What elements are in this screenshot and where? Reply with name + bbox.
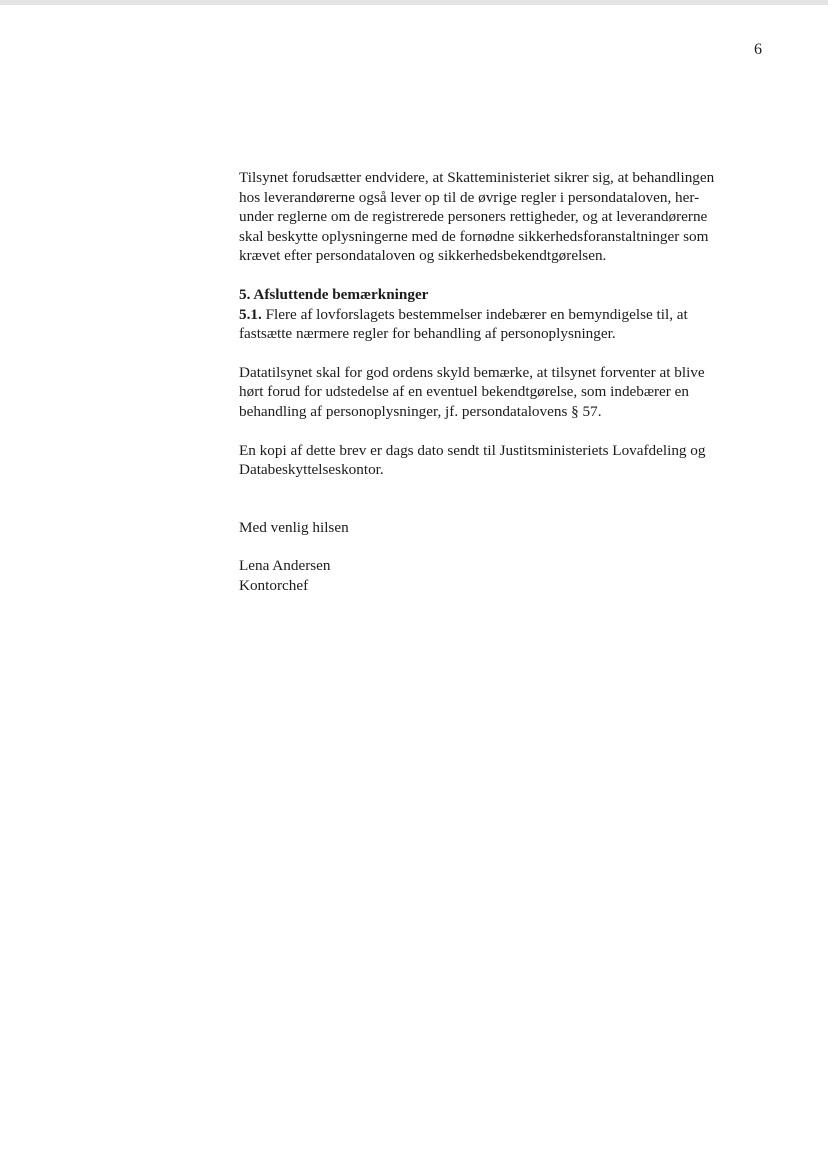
paragraph-copy-notice: En kopi af dette brev er dags dato sendt til Justitsministeriets Lovafdeling og Databeskyttelseskontor.: [239, 441, 706, 479]
spacer: [239, 480, 769, 518]
subsection-text: Flere af lovforslagets bestemmelser indebærer en bemyndigelse til, at fastsætte nærmere regler for behandling af personoplysninger.: [239, 305, 688, 343]
spacer: [239, 344, 769, 363]
signer-name: Lena Andersen: [239, 557, 331, 575]
section-heading: 5. Afsluttende bemærkninger: [239, 285, 429, 303]
letter-body: [239, 168, 769, 596]
page-number: 6: [754, 41, 762, 58]
spacer: [239, 537, 769, 556]
paragraph-supervision: Tilsynet forudsætter endvidere, at Skatteministeriet sikrer sig, at behandlingen hos leverandørerne også lever op til de øvrige regler i persondataloven, her- under reglerne om de registrerede personers rettigheder, og at leverandørerne skal beskytte oplysningerne med de fornødne sikkerhedsforanstaltninger som krævet efter persondataloven og sikkerhedsbekendtgørelsen.: [239, 169, 715, 265]
spacer: [239, 422, 769, 441]
paragraph-consultation: Datatilsynet skal for god ordens skyld bemærke, at tilsynet forventer at blive hørt forud for udstedelse af en eventuel bekendtgørelse, som indebærer en behandling af personoplysninger, jf. persondatalovens § 57.: [239, 363, 705, 420]
closing-greeting: Med venlig hilsen: [239, 518, 349, 536]
scan-top-edge: [0, 0, 828, 5]
subsection-number: 5.1.: [239, 305, 262, 323]
subsection-paragraph: [239, 305, 769, 344]
signer-title: Kontorchef: [239, 576, 309, 594]
spacer: [239, 266, 769, 285]
